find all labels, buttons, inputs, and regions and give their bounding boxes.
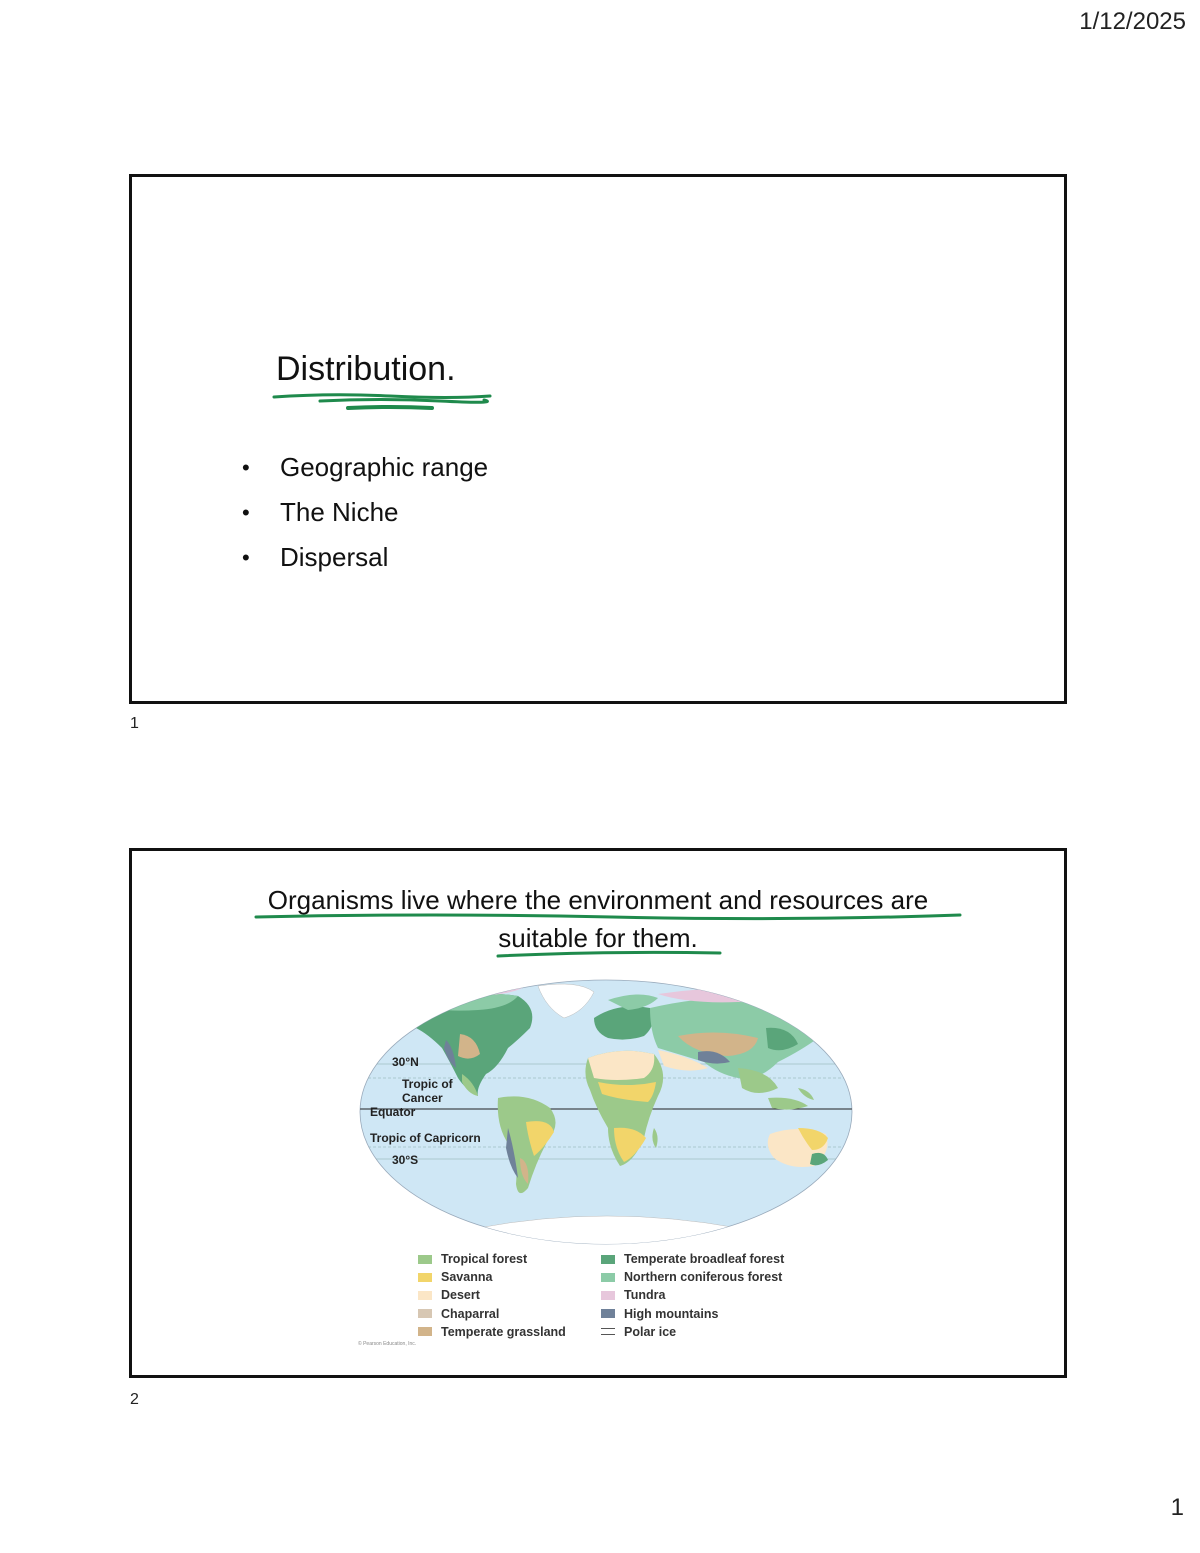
- slide-2: [129, 848, 1067, 1378]
- label-equator: Equator: [370, 1105, 416, 1119]
- legend-column-left: [418, 1250, 566, 1341]
- slide-2-number: 2: [130, 1391, 139, 1408]
- list-item: • The Niche: [242, 497, 399, 527]
- legend-swatch: [418, 1327, 432, 1336]
- legend-item: High mountains: [601, 1305, 784, 1323]
- legend-item: Savanna: [418, 1268, 566, 1286]
- legend-item: Northern coniferous forest: [601, 1268, 784, 1286]
- legend-item: Chaparral: [418, 1305, 566, 1323]
- legend-swatch: [601, 1291, 615, 1300]
- map-credit: © Pearson Education, Inc.: [358, 1341, 417, 1347]
- list-item: • Dispersal: [242, 542, 389, 572]
- map-svg: [358, 978, 854, 1246]
- label-tropic-capricorn: Tropic of Capricorn: [370, 1131, 481, 1145]
- legend-column-right: [601, 1250, 784, 1341]
- world-biome-map: [358, 978, 854, 1246]
- legend-item: Temperate broadleaf forest: [601, 1250, 784, 1268]
- legend-swatch: [601, 1255, 615, 1264]
- label-30n: 30°N: [392, 1055, 419, 1069]
- legend-swatch: [601, 1328, 615, 1335]
- legend-swatch: [601, 1309, 615, 1318]
- slide-1-number: 1: [130, 715, 139, 732]
- legend-swatch: [601, 1273, 615, 1282]
- label-30s: 30°S: [392, 1153, 419, 1167]
- legend-item: Temperate grassland: [418, 1323, 566, 1341]
- title-underline-annotation: [132, 851, 1070, 971]
- legend-swatch: [418, 1255, 432, 1264]
- legend-item: Tropical forest: [418, 1250, 566, 1268]
- list-item: • Geographic range: [242, 452, 489, 482]
- title-underline-annotation: [270, 387, 500, 417]
- legend-swatch: [418, 1273, 432, 1282]
- label-tropic-cancer-1: Tropic of: [402, 1077, 453, 1091]
- slide-1-title: Distribution.: [276, 350, 456, 388]
- slide-1: [129, 174, 1067, 704]
- page-number: 1: [1170, 1494, 1184, 1521]
- legend-swatch: [418, 1291, 432, 1300]
- slide-2-title-line-1: Organisms live where the environment and resources are: [267, 885, 929, 915]
- legend-item: Tundra: [601, 1286, 784, 1304]
- legend-item: Polar ice: [601, 1323, 784, 1341]
- slide-2-title-line-2: suitable for them.: [498, 923, 698, 953]
- legend-swatch: [418, 1309, 432, 1318]
- page-date: 1/12/2025: [1079, 8, 1186, 35]
- legend-item: Desert: [418, 1286, 566, 1304]
- bullet-list: [242, 445, 488, 580]
- label-tropic-cancer-2: Cancer: [402, 1091, 443, 1105]
